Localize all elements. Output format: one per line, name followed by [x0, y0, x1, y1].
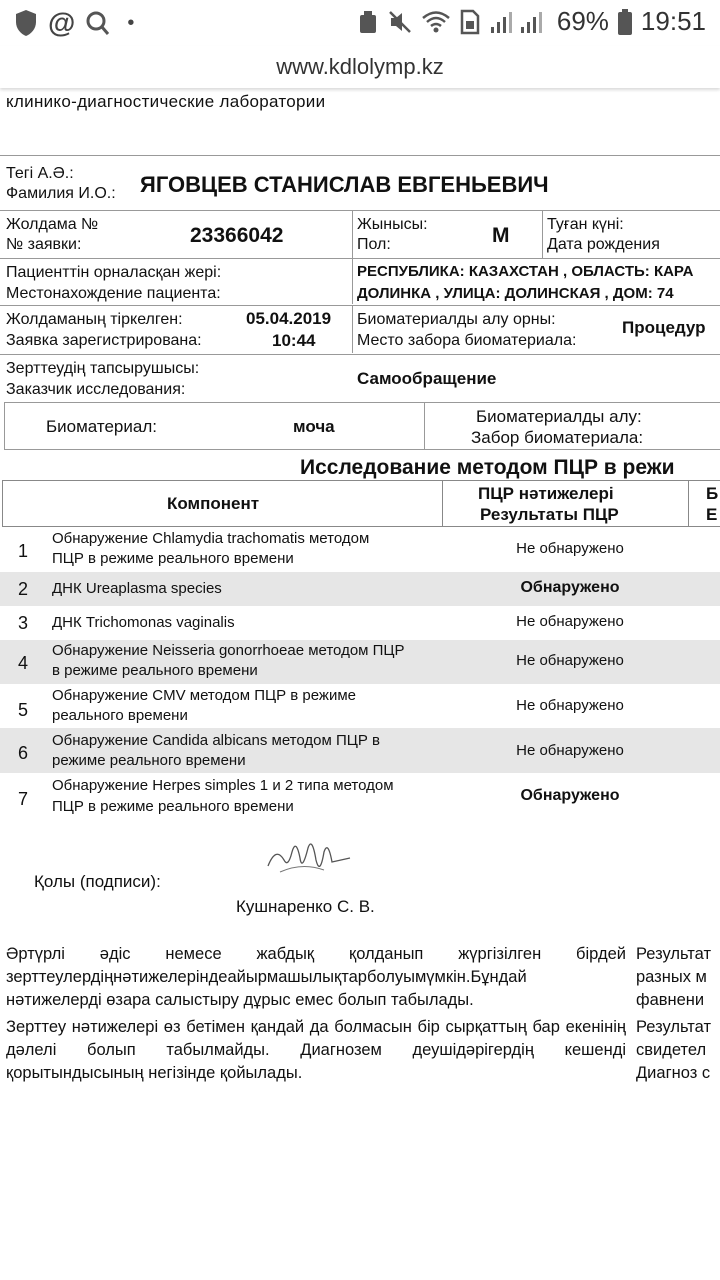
row-result: Обнаружено	[520, 579, 620, 596]
row-result: Не обнаружено	[516, 613, 624, 630]
battery-percent: 69%	[556, 6, 609, 36]
url-bar[interactable]	[0, 46, 720, 88]
row-component-line2: ПЦР в режиме реального времени	[52, 798, 294, 815]
customer-label-ru: Заказчик исследования:	[6, 381, 186, 398]
divider	[352, 210, 353, 258]
table-row	[0, 528, 720, 572]
row-number: 4	[18, 653, 29, 673]
row-number: 2	[18, 579, 29, 599]
note-kz-1: Әртүрлі әдіс немесе жабдық қолданып жүргізілген бірдей зерттеулердіңнәтижелеріндеайырмашылықтарболуымүмкін.Бұндай нәтижелерді өзара салыстыру дұрыс емес болып табылады.	[6, 945, 626, 1009]
row-result: Обнаружено	[520, 787, 620, 804]
wifi-icon	[421, 9, 451, 35]
col-extra-2: Е	[706, 505, 718, 524]
registered-label-ru: Заявка зарегистрирована:	[6, 332, 202, 349]
sex-label-ru: Пол:	[357, 236, 391, 253]
row-result: Не обнаружено	[516, 652, 624, 669]
registered-date: 05.04.2019	[246, 309, 332, 328]
signature-name: Кушнаренко С. В.	[236, 897, 375, 916]
row-component-line1: Обнаружение Neisseria gonorrhoeae методом ПЦР	[52, 642, 405, 659]
divider	[688, 480, 689, 527]
row-component-line1: Обнаружение Herpes simples 1 и 2 типа методом	[52, 777, 394, 794]
table-row	[0, 606, 720, 640]
patient-sex: М	[492, 224, 510, 247]
location-label-kz: Пациенттін орналасқан жері:	[6, 264, 222, 281]
row-result: Не обнаружено	[516, 742, 624, 759]
birth-label-ru: Дата рождения	[547, 236, 660, 253]
note-ru-2	[636, 1016, 711, 1085]
note-ru-1-line2: разных м	[636, 968, 707, 986]
row-component-line1: Обнаружение Candida albicans методом ПЦР в	[52, 732, 380, 749]
note-ru-2-line1: Результат	[636, 1018, 712, 1036]
note-ru-1	[636, 943, 711, 1012]
note-ru-1-line3: фавнени	[636, 991, 705, 1009]
table-row	[0, 728, 720, 773]
collection-place: Процедур	[622, 318, 706, 337]
note-kz-2: Зерттеу нәтижелері өз бетімен қандай да болмасын бір сырқаттың бар екенінің дәлелі болып табылмайды. Диагнозем деушідәрігердің кешенді қорытындысының негізінде қойылады.	[6, 1018, 626, 1082]
collection-place-label-ru: Место забора биоматериала:	[357, 332, 577, 349]
table-row	[0, 640, 720, 684]
row-number: 3	[18, 613, 29, 633]
customer-label-kz: Зерттеудің тапсырушысы:	[6, 360, 200, 377]
registered-label-kz: Жолдаманың тіркелген:	[6, 311, 183, 328]
url-text[interactable]: www.kdlolymp.kz	[276, 54, 444, 79]
location-line1: РЕСПУБЛИКА: КАЗАХСТАН , ОБЛАСТЬ: КАРА	[357, 263, 694, 280]
row-number: 5	[18, 700, 29, 720]
row-component-line1: Обнаружение CMV методом ПЦР в режиме	[52, 687, 356, 704]
col-component: Компонент	[167, 494, 260, 513]
note-ru-2-line3: Диагноз с	[636, 1064, 711, 1082]
signature-image	[262, 832, 358, 884]
biomaterial-label: Биоматериал:	[46, 417, 157, 436]
note-ru-2-line2: свидетел	[636, 1041, 707, 1059]
divider	[0, 305, 720, 306]
signal-icon	[489, 9, 549, 35]
row-component-line2: в режиме реального времени	[52, 662, 258, 679]
order-label-kz: Жолдама №	[6, 216, 99, 233]
sex-label-kz: Жынысы:	[357, 216, 428, 233]
name-label-ru: Фамилия И.О.:	[6, 185, 116, 202]
row-number: 6	[18, 743, 29, 763]
status-bar	[0, 0, 720, 46]
usb-debug-icon	[357, 9, 379, 35]
row-number: 7	[18, 789, 29, 809]
row-component-line1: ДНК Trichomonas vaginalis	[52, 614, 235, 631]
divider	[352, 258, 353, 304]
col-extra-1: Б	[706, 484, 719, 503]
divider	[0, 354, 720, 355]
row-component-line2: режиме реального времени	[52, 752, 246, 769]
col-result-kz: ПЦР нәтижелері	[478, 484, 614, 503]
divider	[424, 402, 425, 450]
divider	[352, 305, 353, 353]
biomaterial: моча	[293, 417, 335, 436]
row-result: Не обнаружено	[516, 697, 624, 714]
birth-label-kz: Туған күні:	[547, 216, 624, 233]
location-line2: ДОЛИНКА , УЛИЦА: ДОЛИНСКАЯ , ДОМ: 74	[357, 285, 674, 302]
row-result: Не обнаружено	[516, 540, 624, 557]
clock: 19:51	[640, 6, 706, 36]
collection-place-label-kz: Биоматериалды алу орны:	[357, 311, 556, 328]
signature-label: Қолы (подписи):	[34, 872, 161, 891]
row-component-line1: ДНК Ureaplasma species	[52, 580, 222, 597]
row-number: 1	[18, 541, 29, 561]
location-label-ru: Местонахождение пациента:	[6, 285, 221, 302]
battery-icon	[617, 8, 633, 36]
name-label-kz: Тегі А.Ә.:	[6, 165, 74, 182]
lab-subtitle: клинико-диагностические лаборатории	[6, 92, 326, 111]
registered-time: 10:44	[272, 331, 316, 350]
order-label-ru: № заявки:	[6, 236, 82, 253]
at-sign-icon: @	[48, 7, 76, 38]
row-component-line1: Обнаружение Chlamydia trachomatis методом	[52, 530, 370, 547]
order-number: 23366042	[190, 224, 284, 247]
shield-icon	[14, 9, 38, 37]
section-title: Исследование методом ПЦР в режи	[300, 456, 675, 479]
table-row	[0, 684, 720, 728]
collection-label-kz: Биоматериалды алу:	[476, 407, 642, 426]
patient-name: ЯГОВЦЕВ СТАНИСЛАВ ЕВГЕНЬЕВИЧ	[140, 172, 549, 197]
collection-label-ru: Забор биоматериала:	[471, 428, 644, 447]
table-row	[0, 572, 720, 606]
divider	[0, 210, 720, 211]
note-ru-1-line1: Результат	[636, 945, 712, 963]
mute-icon	[387, 9, 413, 35]
divider	[0, 258, 720, 259]
col-result-ru: Результаты ПЦР	[480, 505, 619, 524]
search-icon	[85, 9, 111, 37]
more-notifications-icon: •	[127, 12, 135, 34]
row-component-line2: ПЦР в режиме реального времени	[52, 550, 294, 567]
customer: Самообращение	[357, 369, 497, 388]
sim-icon	[459, 9, 481, 35]
divider	[442, 480, 443, 527]
divider	[0, 155, 720, 156]
table-row	[0, 773, 720, 819]
divider	[542, 210, 543, 258]
row-component-line2: реального времени	[52, 707, 188, 724]
